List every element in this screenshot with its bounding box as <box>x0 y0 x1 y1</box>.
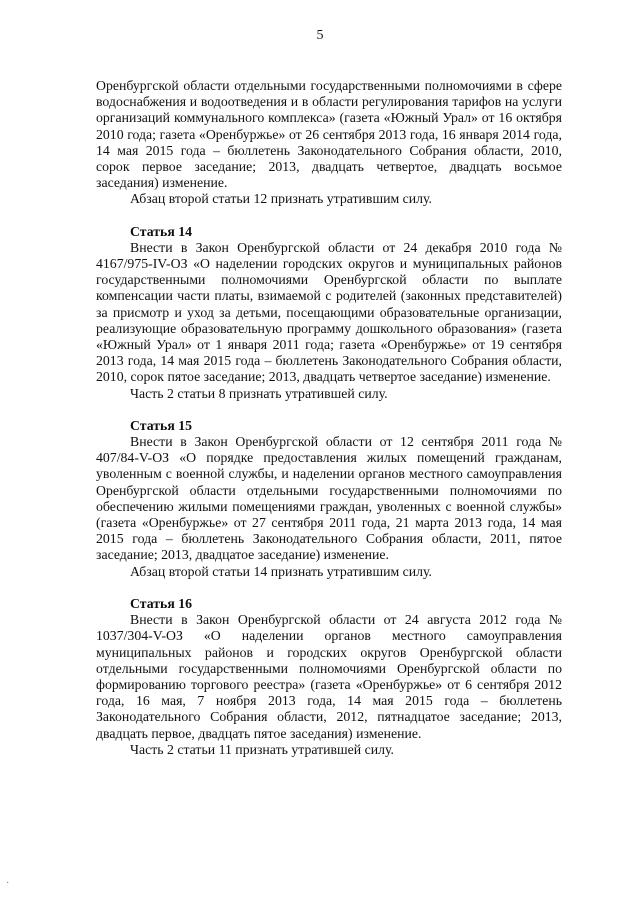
article-body: Внести в Закон Оренбургской области от 12 сентября 2011 года № 407/84-V-ОЗ «О порядке предоставления жилых помещений гражданам, уволенным с военной службы, и наделении органов местного самоуправления Оренбургской области отдельными государственными полномочиями по обеспечению жилыми помещениями граждан, уволенных с военной службы» (газета «Оренбуржье» от 27 сентября 2011 года, 21 марта 2013 года, 14 мая 2015 года – бюллетень Законодательного Собрания области, 2011, пятое заседание; 2013, двадцатое заседание) изменение. <box>96 434 562 563</box>
article-body: Внести в Закон Оренбургской области от 24 августа 2012 года № 1037/304-V-ОЗ «О наделении органов местного самоуправления муниципальных районов и городских округов Оренбургской области отдельными государственными полномочиями Оренбургской области по формированию торгового реестра» (газета «Оренбуржье» от 6 сентября 2012 года, 16 мая, 7 ноября 2013 года, 14 мая 2015 года – бюллетень Законодательного Собрания области, 2012, пятнадцатое заседание; 2013, двадцать первое, двадцать пятое заседания) изменение. <box>96 612 562 741</box>
article-16 <box>96 596 562 758</box>
spacer <box>96 208 562 224</box>
article-heading: Статья 14 <box>130 223 193 239</box>
intro-action-paragraph: Абзац второй статьи 12 признать утратившим силу. <box>130 191 432 207</box>
scan-mark: · <box>6 878 10 889</box>
spacer <box>96 402 562 418</box>
article-14 <box>96 224 562 402</box>
intro-paragraph: Оренбургской области отдельными государственными полномочиями в сфере водоснабжения и водоотведения и в области регулирования тарифов на услуги организаций коммунального комплекса» (газета «Южный Урал» от 16 октября 2010 года; газета «Оренбуржье» от 26 сентября 2013 года, 16 января 2014 года, 14 мая 2015 года – бюллетень Законодательного Собрания области, 2010, сорок первое заседание; 2013, двадцать четвертое, двадцать восьмое заседания) изменение. <box>96 78 562 191</box>
article-action: Часть 2 статьи 8 признать утратившей силу. <box>130 385 388 401</box>
article-15 <box>96 418 562 580</box>
article-heading: Статья 15 <box>130 417 193 433</box>
spacer <box>96 580 562 596</box>
page-number: 5 <box>316 28 324 43</box>
article-action: Абзац второй статьи 14 признать утратившим силу. <box>130 563 432 579</box>
article-heading: Статья 16 <box>130 595 193 611</box>
document-body <box>96 78 562 758</box>
article-action: Часть 2 статьи 11 признать утратившей силу. <box>130 741 394 757</box>
article-body: Внести в Закон Оренбургской области от 24 декабря 2010 года № 4167/975-IV-ОЗ «О наделении городских округов и муниципальных районов государственными полномочиями Оренбургской области по выплате компенсации части платы, взимаемой с родителей (законных представителей) за присмотр и уход за детьми, посещающими образовательные организации, реализующие образовательную программу дошкольного образования» (газета «Южный Урал» от 1 января 2011 года; газета «Оренбуржье» от 19 сентября 2013 года, 14 мая 2015 года – бюллетень Законодательного Собрания области, 2010, сорок пятое заседание; 2013, двадцать четвертое заседание) изменение. <box>96 239 562 385</box>
